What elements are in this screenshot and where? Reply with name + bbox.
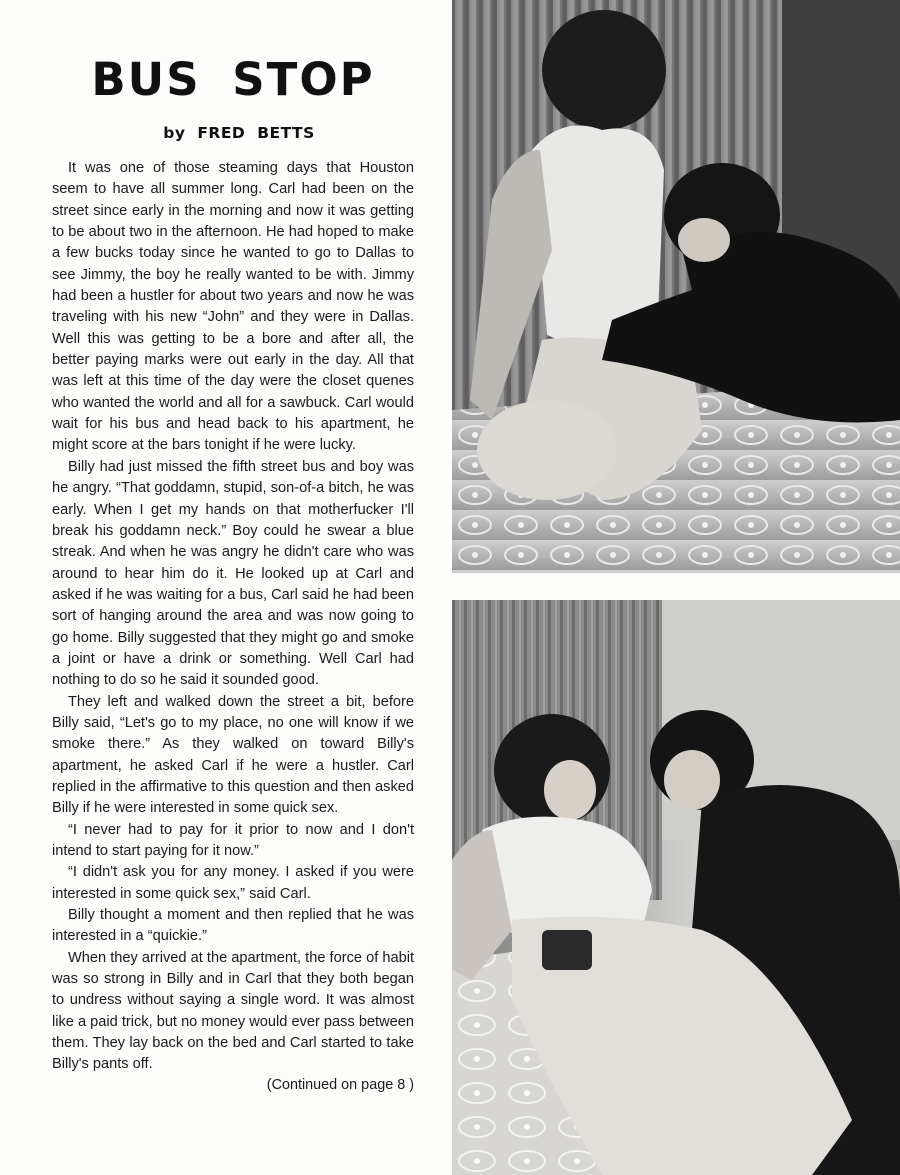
paragraph: It was one of those steaming days that Houston seem to have all summer long. Carl had been on the street since early in the morning and now it was getting to be about two in the afternoon. He had hoped to make a few bucks today since he wanted to go to Dallas to see Jimmy, the boy he really wanted to be with. Jimmy had been a hustler for about two years and now he was traveling with his new “John” and they were in Dallas. Well this was getting to be a bore and after all, the better paying marks were out early in the day. All that was left at this time of the day were the closet quenes who wanted the world and all for a sawbuck. Carl would wait for his bus and head back to his apartment, he might score at the bars tonight if he were lucky. bbox=[52, 160, 414, 454]
paragraph: When they arrived at the apartment, the force of habit was so strong in Billy and in Carl that they both began to undress without saying a single word. It was almost like a paid trick, but no money would ever pass between them. They lay back on the bed and Carl started to take Billy's pants off. bbox=[52, 949, 414, 1073]
photo-top bbox=[452, 0, 900, 573]
paragraph: Billy had just missed the fifth street bus and boy was he angry. “That goddamn, stupid, son-of-a bitch, he was early. When I get my hands on that motherfucker I'll break his goddamn neck.” Boy could he swear a blue streak. And when he was angry he didn't care who was around to hear him do it. He looked up at Carl and asked if he was waiting for a bus, Carl said he had been sort of hanging around the area and was now going to go home. Billy suggested that they might go and smoke a joint or have a drink or something. Well Carl had nothing to do so he said it sounded good. bbox=[52, 458, 414, 689]
photo-icon bbox=[452, 600, 900, 1175]
photo-bottom bbox=[452, 600, 900, 1175]
article-body bbox=[52, 158, 414, 1076]
paragraph: Billy thought a moment and then replied that he was interested in a “quickie.” bbox=[52, 907, 414, 945]
paragraph: “I never had to pay for it prior to now and I don't intend to start paying for it now.” bbox=[52, 821, 414, 859]
article-byline: by FRED BETTS bbox=[163, 124, 315, 142]
photo-icon bbox=[452, 0, 900, 573]
article-column bbox=[52, 50, 414, 1093]
continued-note: (Continued on page 8 ) bbox=[266, 1076, 414, 1093]
article-title: BUS STOP bbox=[91, 53, 375, 106]
paragraph: They left and walked down the street a bit, before Billy said, “Let's go to my place, no one will know if we smoke there.” As they walked on toward Billy's apartment, he asked Carl if he were a hustler. Carl replied in the affirmative to this question and then asked Billy if he were interested in some quick sex. bbox=[52, 693, 414, 817]
paragraph: “I didn't ask you for any money. I asked if you were interested in some quick sex,” said Carl. bbox=[52, 864, 414, 902]
